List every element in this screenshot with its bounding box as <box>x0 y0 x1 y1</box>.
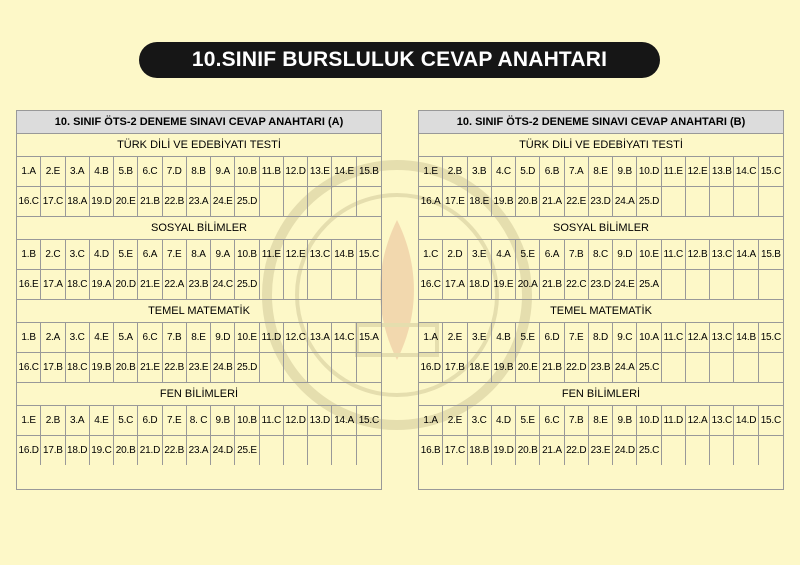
answer-cell: 7.B <box>565 240 589 269</box>
section-heading: TÜRK DİLİ VE EDEBİYATI TESTİ <box>419 134 783 157</box>
answer-cell <box>759 436 783 465</box>
answer-cell <box>308 353 332 382</box>
answer-cell <box>308 270 332 299</box>
answer-cell: 19.A <box>90 270 114 299</box>
answer-cell: 14.A <box>734 240 758 269</box>
answer-cell: 23.A <box>187 436 211 465</box>
answer-cell: 14.D <box>734 406 758 435</box>
answer-cell: 10.B <box>235 406 259 435</box>
answer-cell <box>260 353 284 382</box>
section-heading: FEN BİLİMLERİ <box>17 383 381 406</box>
answer-cell: 3.A <box>66 157 90 186</box>
answer-cell: 13.E <box>308 157 332 186</box>
answer-row <box>17 436 381 465</box>
answer-cell: 6.C <box>540 406 564 435</box>
answer-cell: 12.B <box>686 240 710 269</box>
answer-cell: 6.D <box>138 406 162 435</box>
answer-cell: 25.C <box>637 353 661 382</box>
answer-cell <box>662 436 686 465</box>
answer-cell: 15.C <box>760 415 782 426</box>
section-heading: TEMEL MATEMATİK <box>419 300 783 323</box>
answer-cell: 16.B <box>419 436 443 465</box>
answer-cell: 17.A <box>443 270 467 299</box>
answer-cell: 11.E <box>260 240 284 269</box>
answer-cell: 12.D <box>284 157 308 186</box>
answer-cell: 23.E <box>589 436 613 465</box>
answer-cell: 12.A <box>686 406 710 435</box>
answer-cell: 1.A <box>419 406 443 435</box>
answer-cell: 14.E <box>332 157 356 186</box>
answer-cell: 24.A <box>613 353 637 382</box>
answer-cell: 25.A <box>637 270 661 299</box>
answer-cell: 13.C <box>710 323 734 352</box>
answer-row <box>419 436 783 465</box>
answer-cell: 24.A <box>613 187 637 216</box>
answer-cell: 18.D <box>468 270 492 299</box>
answer-cell: 11.C <box>662 240 686 269</box>
answer-cell: 10.E <box>235 323 259 352</box>
answer-cell: 5.E <box>516 240 540 269</box>
answer-cell: 21.E <box>138 270 162 299</box>
answer-cell <box>710 270 734 299</box>
answer-cell: 9.C <box>613 323 637 352</box>
answer-row <box>17 240 381 270</box>
answer-cell: 4.D <box>492 406 516 435</box>
answer-cell: 2.E <box>41 157 65 186</box>
answer-cell: 3.E <box>468 323 492 352</box>
answer-cell: 13.C <box>710 406 734 435</box>
answer-cell <box>284 353 308 382</box>
answer-cell: 5.E <box>516 406 540 435</box>
answer-cell: 11.D <box>662 406 686 435</box>
answer-row <box>17 270 381 300</box>
answer-cell: 2.B <box>443 157 467 186</box>
answer-cell: 21.A <box>540 436 564 465</box>
answer-cell: 13.D <box>308 406 332 435</box>
answer-row <box>419 240 783 270</box>
answer-cell: 22.D <box>565 353 589 382</box>
answer-cell <box>357 187 381 216</box>
answer-row <box>419 323 783 353</box>
answer-cell: 17.C <box>41 187 65 216</box>
answer-cell: 22.E <box>565 187 589 216</box>
answer-cell: 12.D <box>284 406 308 435</box>
answer-cell: 10.D <box>637 157 661 186</box>
answer-cell: 20.B <box>114 436 138 465</box>
answer-cell: 3.A <box>66 406 90 435</box>
answer-cell: 5.A <box>114 323 138 352</box>
panel-title: 10. SINIF ÖTS-2 DENEME SINAVI CEVAP ANAHTARI (B) <box>419 111 783 134</box>
answer-cell: 2.C <box>41 240 65 269</box>
answer-cell: 8. C <box>187 406 211 435</box>
answer-cell: 18.A <box>66 187 90 216</box>
answer-cell: 14.B <box>734 323 758 352</box>
answer-cell: 4.A <box>492 240 516 269</box>
answer-cell: 16.E <box>17 270 41 299</box>
answer-cell: 25.D <box>235 187 259 216</box>
answer-cell: 12.A <box>686 323 710 352</box>
answer-cell <box>332 353 356 382</box>
answer-cell: 20.B <box>516 187 540 216</box>
answer-cell <box>260 270 284 299</box>
answer-cell: 8.E <box>589 406 613 435</box>
answer-cell <box>710 187 734 216</box>
answer-row <box>419 353 783 383</box>
answer-cell: 2.B <box>41 406 65 435</box>
answer-cell: 1.A <box>17 157 41 186</box>
answer-cell: 24.D <box>211 436 235 465</box>
answer-cell: 16.C <box>419 270 443 299</box>
answer-cell: 15.B <box>358 166 379 177</box>
answer-cell: 9.B <box>211 406 235 435</box>
answer-cell <box>734 187 758 216</box>
answer-cell <box>759 353 783 382</box>
answer-cell: 25.D <box>235 353 259 382</box>
answer-cell <box>357 436 381 465</box>
answer-cell: 2.D <box>443 240 467 269</box>
answer-cell <box>284 270 308 299</box>
answer-cell: 18.C <box>66 270 90 299</box>
answer-cell: 9.D <box>211 323 235 352</box>
answer-cell: 17.A <box>41 270 65 299</box>
answer-row <box>419 270 783 300</box>
answer-cell <box>710 436 734 465</box>
answer-cell: 22.D <box>565 436 589 465</box>
answer-row <box>17 323 381 353</box>
answer-cell: 20.A <box>516 270 540 299</box>
answer-cell: 4.C <box>492 157 516 186</box>
answer-cell <box>710 353 734 382</box>
answer-cell: 8.E <box>589 157 613 186</box>
answer-cell: 15.C <box>760 332 782 343</box>
answer-row <box>17 406 381 436</box>
answer-cell: 5.C <box>114 406 138 435</box>
answer-cell: 2.E <box>443 323 467 352</box>
answer-cell: 22.B <box>163 353 187 382</box>
answer-cell: 17.C <box>443 436 467 465</box>
answer-cell: 20.E <box>516 353 540 382</box>
answer-cell: 8.B <box>187 157 211 186</box>
answer-cell <box>332 436 356 465</box>
answer-cell: 7.E <box>565 323 589 352</box>
answer-cell: 16.A <box>419 187 443 216</box>
answer-cell: 1.E <box>419 157 443 186</box>
answer-cell: 19.B <box>90 353 114 382</box>
answer-cell: 13.B <box>710 157 734 186</box>
answer-cell: 6.C <box>138 323 162 352</box>
answer-cell: 1.B <box>17 240 41 269</box>
answer-cell <box>686 187 710 216</box>
answer-cell: 4.B <box>492 323 516 352</box>
answer-cell <box>734 270 758 299</box>
answer-cell: 10.E <box>637 240 661 269</box>
answer-cell <box>357 353 381 382</box>
answer-cell: 6.C <box>138 157 162 186</box>
answer-cell: 6.A <box>138 240 162 269</box>
answer-cell: 16.C <box>17 187 41 216</box>
answer-cell: 24.E <box>211 187 235 216</box>
answer-cell: 7.E <box>163 240 187 269</box>
answer-row <box>419 187 783 217</box>
answer-cell: 9.B <box>613 406 637 435</box>
answer-cell: 3.C <box>66 323 90 352</box>
answer-cell: 4.B <box>90 157 114 186</box>
answer-cell: 20.B <box>114 353 138 382</box>
answer-cell: 17.E <box>443 187 467 216</box>
answer-cell <box>686 353 710 382</box>
answer-row <box>419 406 783 436</box>
answer-cell: 25.D <box>235 270 259 299</box>
answer-cell: 17.B <box>41 353 65 382</box>
answer-cell: 14.C <box>332 323 356 352</box>
answer-cell: 15.B <box>760 249 781 260</box>
answer-cell <box>662 187 686 216</box>
answer-cell: 7.E <box>163 406 187 435</box>
answer-cell: 11.D <box>260 323 284 352</box>
answer-cell: 11.C <box>662 323 686 352</box>
answer-cell <box>308 187 332 216</box>
answer-cell: 5.E <box>516 323 540 352</box>
answer-cell <box>284 436 308 465</box>
answer-cell: 21.E <box>138 353 162 382</box>
answer-key-panel-b <box>418 110 784 490</box>
answer-cell: 3.E <box>468 240 492 269</box>
answer-row <box>419 157 783 187</box>
section-heading: SOSYAL BİLİMLER <box>17 217 381 240</box>
answer-cell: 23.A <box>187 187 211 216</box>
answer-cell <box>332 270 356 299</box>
answer-cell: 8.A <box>187 240 211 269</box>
answer-cell <box>734 353 758 382</box>
answer-cell: 7.B <box>163 323 187 352</box>
answer-cell: 21.A <box>540 187 564 216</box>
answer-cell: 16.D <box>17 436 41 465</box>
answer-cell: 10.D <box>637 406 661 435</box>
answer-cell: 20.D <box>114 270 138 299</box>
answer-cell: 22.A <box>163 270 187 299</box>
answer-cell: 19.B <box>492 187 516 216</box>
answer-cell: 3.C <box>66 240 90 269</box>
answer-cell: 23.D <box>589 270 613 299</box>
answer-cell: 24.B <box>211 353 235 382</box>
answer-cell: 16.D <box>419 353 443 382</box>
answer-cell: 9.D <box>613 240 637 269</box>
answer-cell: 21.B <box>540 270 564 299</box>
answer-cell: 13.A <box>308 323 332 352</box>
answer-cell: 10.A <box>637 323 661 352</box>
answer-cell <box>662 353 686 382</box>
answer-cell: 11.E <box>662 157 686 186</box>
answer-cell <box>734 436 758 465</box>
answer-cell: 6.B <box>540 157 564 186</box>
answer-cell <box>308 436 332 465</box>
section-heading: TÜRK DİLİ VE EDEBİYATI TESTİ <box>17 134 381 157</box>
answer-cell: 22.B <box>163 436 187 465</box>
answer-cell: 12.E <box>284 240 308 269</box>
answer-cell: 5.D <box>516 157 540 186</box>
answer-cell: 3.C <box>468 406 492 435</box>
answer-cell <box>284 187 308 216</box>
answer-cell: 6.A <box>540 240 564 269</box>
answer-cell: 2.A <box>41 323 65 352</box>
answer-cell: 10.B <box>235 157 259 186</box>
panel-title: 10. SINIF ÖTS-2 DENEME SINAVI CEVAP ANAHTARI (A) <box>17 111 381 134</box>
page-title: 10.SINIF BURSLULUK CEVAP ANAHTARI <box>139 42 660 78</box>
answer-cell: 19.E <box>492 270 516 299</box>
answer-cell: 15.C <box>760 166 782 177</box>
answer-cell <box>686 270 710 299</box>
answer-cell: 23.B <box>589 353 613 382</box>
answer-cell: 23.B <box>187 270 211 299</box>
answer-cell <box>260 436 284 465</box>
answer-cell: 19.B <box>492 353 516 382</box>
answer-cell: 18.E <box>468 353 492 382</box>
answer-cell: 12.C <box>284 323 308 352</box>
answer-cell: 25.D <box>637 187 661 216</box>
answer-cell: 23.D <box>589 187 613 216</box>
answer-cell: 25.C <box>637 436 661 465</box>
answer-row <box>17 157 381 187</box>
answer-cell <box>662 270 686 299</box>
answer-cell: 5.B <box>114 157 138 186</box>
answer-cell: 13.C <box>308 240 332 269</box>
answer-cell: 9.B <box>613 157 637 186</box>
answer-cell: 3.B <box>468 157 492 186</box>
answer-cell: 21.B <box>138 187 162 216</box>
answer-cell: 4.E <box>90 406 114 435</box>
answer-cell <box>686 436 710 465</box>
answer-cell: 17.B <box>41 436 65 465</box>
answer-row <box>17 187 381 217</box>
answer-cell: 16.C <box>17 353 41 382</box>
answer-cell: 20.B <box>516 436 540 465</box>
section-heading: FEN BİLİMLERİ <box>419 383 783 406</box>
answer-cell: 7.B <box>565 406 589 435</box>
answer-cell: 12.E <box>686 157 710 186</box>
answer-cell: 21.B <box>540 353 564 382</box>
answer-cell: 8.D <box>589 323 613 352</box>
answer-cell <box>759 187 783 216</box>
answer-cell: 11.C <box>260 406 284 435</box>
answer-cell: 10.B <box>235 240 259 269</box>
section-heading: SOSYAL BİLİMLER <box>419 217 783 240</box>
answer-cell: 24.C <box>211 270 235 299</box>
answer-cell <box>260 187 284 216</box>
answer-cell: 14.A <box>332 406 356 435</box>
answer-cell: 8.C <box>589 240 613 269</box>
answer-cell: 14.B <box>332 240 356 269</box>
answer-cell <box>332 187 356 216</box>
answer-cell: 1.A <box>419 323 443 352</box>
answer-cell <box>357 270 381 299</box>
answer-cell: 22.B <box>163 187 187 216</box>
answer-cell: 20.E <box>114 187 138 216</box>
answer-cell: 19.D <box>90 187 114 216</box>
answer-cell: 18.B <box>468 436 492 465</box>
answer-cell: 9.A <box>211 157 235 186</box>
answer-cell: 15.C <box>358 415 380 426</box>
answer-cell: 19.C <box>90 436 114 465</box>
answer-cell: 9.A <box>211 240 235 269</box>
answer-cell: 17.B <box>443 353 467 382</box>
answer-cell: 1.B <box>17 323 41 352</box>
answer-row <box>17 353 381 383</box>
answer-cell: 24.E <box>613 270 637 299</box>
answer-cell: 1.C <box>419 240 443 269</box>
answer-cell: 22.C <box>565 270 589 299</box>
answer-cell: 18.E <box>468 187 492 216</box>
answer-cell: 18.C <box>66 353 90 382</box>
answer-cell: 21.D <box>138 436 162 465</box>
answer-cell: 19.D <box>492 436 516 465</box>
answer-cell: 14.C <box>734 157 758 186</box>
answer-cell: 4.E <box>90 323 114 352</box>
answer-cell: 11.B <box>260 157 284 186</box>
answer-key-panel-a <box>16 110 382 490</box>
answer-cell: 25.E <box>235 436 259 465</box>
answer-cell: 2.E <box>443 406 467 435</box>
answer-cell: 5.E <box>114 240 138 269</box>
answer-cell: 13.C <box>710 240 734 269</box>
answer-cell: 15.A <box>358 332 379 343</box>
answer-cell: 18.D <box>66 436 90 465</box>
answer-cell: 15.C <box>358 249 380 260</box>
answer-cell: 4.D <box>90 240 114 269</box>
answer-cell: 7.D <box>163 157 187 186</box>
answer-cell: 23.E <box>187 353 211 382</box>
answer-cell <box>759 270 783 299</box>
answer-cell: 24.D <box>613 436 637 465</box>
answer-cell: 6.D <box>540 323 564 352</box>
section-heading: TEMEL MATEMATİK <box>17 300 381 323</box>
answer-cell: 8.E <box>187 323 211 352</box>
answer-cell: 1.E <box>17 406 41 435</box>
answer-cell: 7.A <box>565 157 589 186</box>
